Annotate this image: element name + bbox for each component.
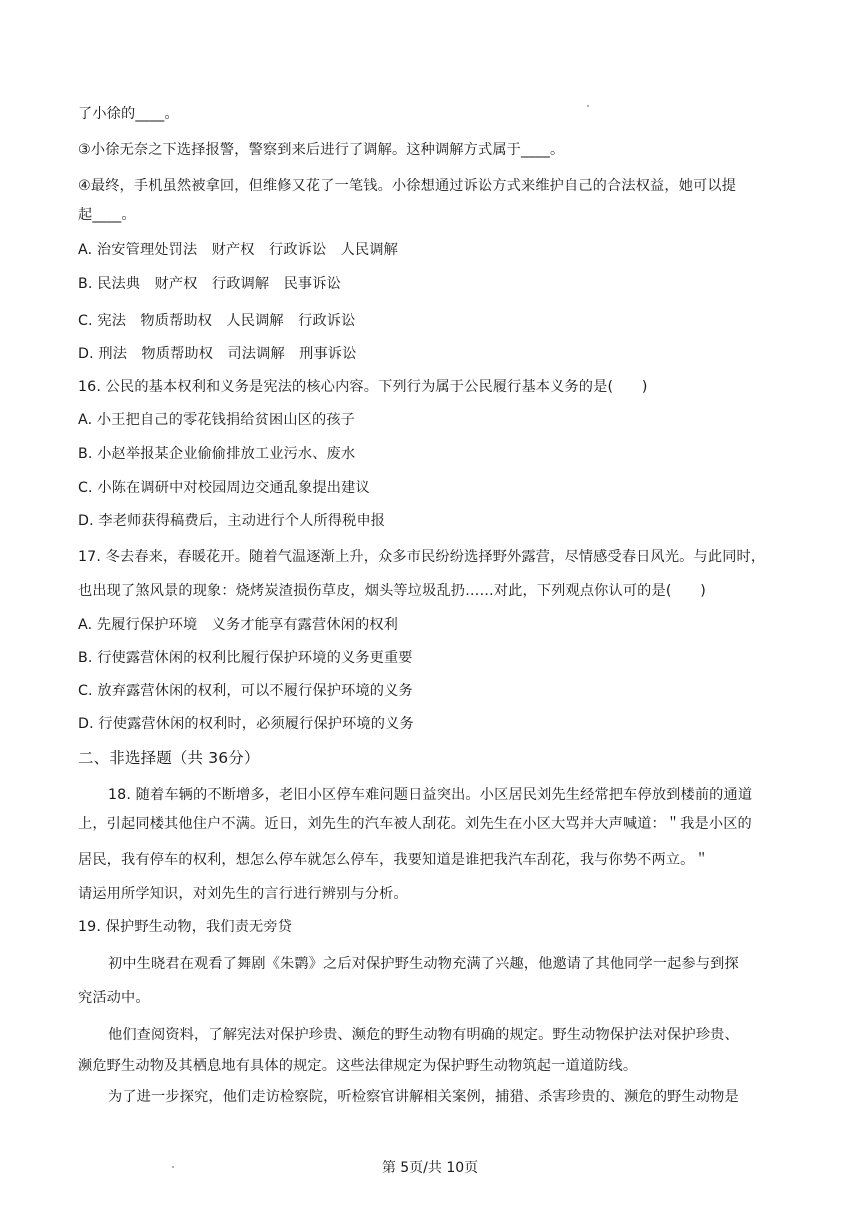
question-15-option-a: A. 治安管理处罚法 财产权 行政诉讼 人民调解: [78, 242, 399, 258]
question-15-option-c: C. 宪法 物质帮助权 人民调解 行政诉讼: [78, 313, 356, 329]
question-16-option-d: D. 李老师获得稿费后，主动进行个人所得税申报: [78, 513, 386, 529]
section-heading: 二、非选择题（共 36分）: [78, 749, 260, 767]
question-18-stem: 18. 随着车辆的不断增多，老旧小区停车难问题日益突出。小区居民刘先生经常把车停放到楼前的通道: [108, 787, 753, 803]
question-18-stem-cont-2: 居民，我有停车的权利，想怎么停车就怎么停车，我要知道是谁把我汽车刮花，我与你势不两立。＂: [78, 852, 709, 868]
question-19-paragraph-1: 初中生晓君在观看了舞剧《朱鹮》之后对保护野生动物充满了兴趣，他邀请了其他同学一起参与到探: [108, 956, 739, 972]
question-17-option-d: D. 行使露营休闲的权利时，必须履行保护环境的义务: [78, 716, 414, 732]
question-19-paragraph-2-cont: 濒危野生动物及其栖息地有具体的规定。这些法律规定为保护野生动物筑起一道道防线。: [78, 1058, 638, 1074]
question-17-stem-cont: 也出现了煞风景的现象：烧烤炭渣损伤草皮，烟头等垃圾乱扔……对此，下列观点你认可的是( ): [78, 583, 706, 599]
question-17-option-b: B. 行使露营休闲的权利比履行保护环境的义务更重要: [78, 650, 413, 666]
question-16-option-a: A. 小王把自己的零花钱捐给贫困山区的孩子: [78, 412, 356, 428]
question-17-option-a: A. 先履行保护环境 义务才能享有露营休闲的权利: [78, 617, 399, 633]
question-16-option-c: C. 小陈在调研中对校园周边交通乱象提出建议: [78, 480, 370, 496]
question-15-item-3: ③小徐无奈之下选择报警，警察到来后进行了调解。这种调解方式属于____。: [78, 142, 565, 158]
question-15-item-2-end: 了小徐的____。: [78, 106, 179, 122]
question-19-paragraph-1-cont: 究活动中。: [78, 990, 150, 1006]
question-19-paragraph-2: 他们查阅资料，了解宪法对保护珍贵、濒危的野生动物有明确的规定。野生动物保护法对保护珍贵、: [108, 1027, 739, 1043]
question-18-stem-cont-1: 上，引起同楼其他住户不满。近日，刘先生的汽车被人刮花。刘先生在小区大骂并大声喊道：＂我是小区的: [78, 816, 752, 832]
question-17-stem: 17. 冬去春来，春暖花开。随着气温逐渐上升，众多市民纷纷选择野外露营，尽情感受春日风光。与此同时，: [78, 549, 766, 565]
question-17-option-c: C. 放弃露营休闲的权利，可以不履行保护环境的义务: [78, 683, 413, 699]
question-19-title: 19. 保护野生动物，我们责无旁贷: [78, 919, 293, 935]
page-number-footer: 第 5页/共 10页: [381, 1160, 479, 1176]
question-19-paragraph-3: 为了进一步探究，他们走访检察院，听检察官讲解相关案例，捕猎、杀害珍贵的、濒危的野生动物是: [108, 1089, 739, 1105]
scan-speck: [587, 105, 589, 107]
question-16-stem: 16. 公民的基本权利和义务是宪法的核心内容。下列行为属于公民履行基本义务的是( ): [78, 379, 648, 395]
question-16-option-b: B. 小赵举报某企业偷偷排放工业污水、废水: [78, 446, 356, 462]
question-15-option-b: B. 民法典 财产权 行政调解 民事诉讼: [78, 276, 341, 292]
question-18-prompt: 请运用所学知识，对刘先生的言行进行辨别与分析。: [78, 886, 408, 902]
question-15-item-4-cont: 起____。: [78, 207, 136, 223]
question-15-option-d: D. 刑法 物质帮助权 司法调解 刑事诉讼: [78, 346, 357, 362]
question-15-item-4: ④最终，手机虽然被拿回，但维修又花了一笔钱。小徐想通过诉讼方式来维护自己的合法权益，她可以提: [78, 178, 737, 194]
